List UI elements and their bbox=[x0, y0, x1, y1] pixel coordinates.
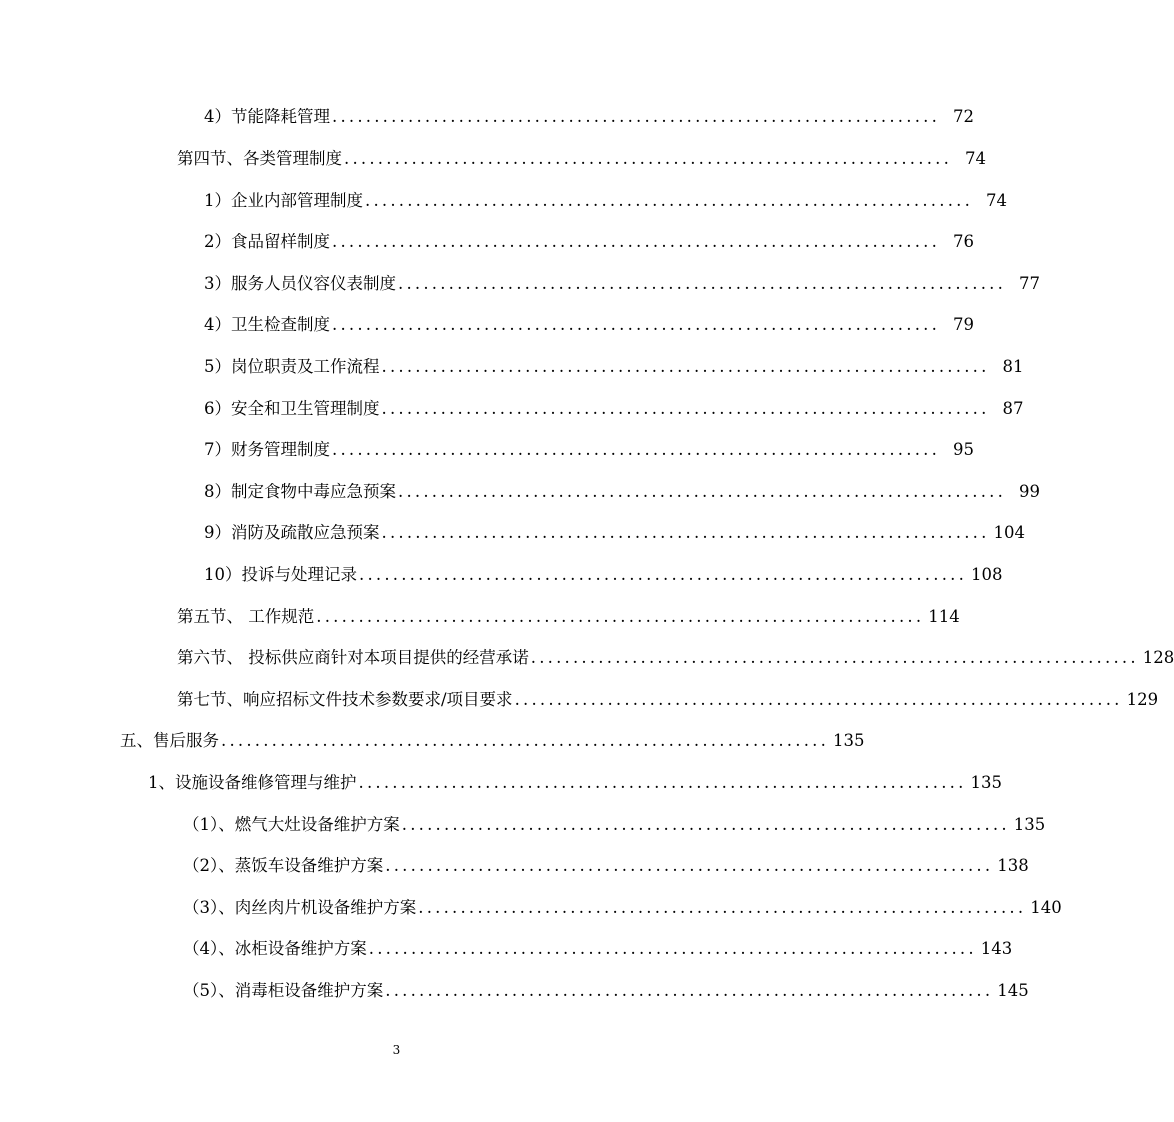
toc-entry-page: 81 bbox=[1002, 357, 1024, 376]
toc-entry bbox=[204, 438, 975, 462]
toc-entry-title: 1、设施设备维修管理与维护 bbox=[148, 773, 357, 792]
toc-entry-title: 第七节、响应招标文件技术参数要求/项目要求 bbox=[177, 690, 513, 709]
toc-entry-title: 5）岗位职责及工作流程 bbox=[204, 357, 380, 376]
toc-entry bbox=[148, 771, 1003, 795]
toc-entry-page: 77 bbox=[1019, 274, 1041, 293]
toc-entry-page: 74 bbox=[965, 149, 987, 168]
toc-entry bbox=[204, 313, 975, 337]
toc-entry-title: 4）卫生检查制度 bbox=[204, 315, 330, 334]
toc-leader-dots: ........................................................................ bbox=[385, 981, 994, 1000]
toc-entry-page: 128 bbox=[1142, 648, 1174, 667]
toc-entry-page: 135 bbox=[833, 731, 865, 750]
toc-entry-title: 9）消防及疏散应急预案 bbox=[204, 523, 380, 542]
toc-entry bbox=[183, 937, 1013, 961]
toc-leader-dots: ........................................................................ bbox=[398, 482, 1007, 501]
toc-entry-page: 87 bbox=[1002, 399, 1024, 418]
toc-entry-title: （4）、冰柜设备维护方案 bbox=[183, 939, 367, 958]
toc-leader-dots: ........................................................................ bbox=[316, 607, 925, 626]
toc-entry-page: 104 bbox=[993, 523, 1026, 542]
toc-entry bbox=[177, 605, 960, 629]
toc-entry-page: 135 bbox=[970, 773, 1003, 792]
toc-entry-page: 145 bbox=[997, 981, 1029, 1000]
toc-entry bbox=[177, 646, 1174, 670]
toc-leader-dots: ........................................................................ bbox=[332, 315, 941, 334]
toc-entry bbox=[204, 189, 1008, 213]
toc-entry-page: 135 bbox=[1013, 815, 1046, 834]
toc-entry bbox=[204, 521, 1026, 545]
toc-entry-title: （2）、蒸饭车设备维护方案 bbox=[183, 856, 384, 875]
toc-leader-dots: ........................................................................ bbox=[344, 149, 953, 168]
toc-entry-page: 99 bbox=[1019, 482, 1041, 501]
toc-leader-dots: ........................................................................ bbox=[381, 523, 990, 542]
toc-entry bbox=[183, 896, 1062, 920]
toc-leader-dots: ........................................................................ bbox=[365, 191, 974, 210]
toc-entry bbox=[204, 105, 975, 129]
toc-leader-dots: ........................................................................ bbox=[385, 856, 994, 875]
toc-entry bbox=[204, 272, 1041, 296]
toc-entry-page: 74 bbox=[986, 191, 1008, 210]
toc-entry-title: 2）食品留样制度 bbox=[204, 232, 330, 251]
toc-leader-dots: ........................................................................ bbox=[358, 773, 967, 792]
page-number: 3 bbox=[392, 1043, 401, 1057]
toc-entry bbox=[183, 813, 1046, 837]
toc-entry bbox=[177, 688, 1159, 712]
toc-entry-page: 143 bbox=[980, 939, 1013, 958]
toc-leader-dots: ........................................................................ bbox=[530, 648, 1139, 667]
toc-entry-page: 95 bbox=[953, 440, 975, 459]
toc-leader-dots: ........................................................................ bbox=[514, 690, 1123, 709]
toc-leader-dots: ........................................................................ bbox=[368, 939, 977, 958]
toc-entry-title: 3）服务人员仪容仪表制度 bbox=[204, 274, 396, 293]
toc-entry-title: 第四节、各类管理制度 bbox=[177, 149, 342, 168]
toc-leader-dots: ........................................................................ bbox=[359, 565, 968, 584]
toc-entry bbox=[204, 563, 1003, 587]
toc-leader-dots: ........................................................................ bbox=[381, 357, 990, 376]
toc-entry-title: 第五节、 工作规范 bbox=[177, 607, 315, 626]
toc-entry-page: 114 bbox=[928, 607, 960, 626]
toc-entry-page: 140 bbox=[1030, 898, 1062, 917]
toc-leader-dots: ........................................................................ bbox=[221, 731, 830, 750]
toc-leader-dots: ........................................................................ bbox=[381, 399, 990, 418]
toc-entry-page: 76 bbox=[953, 232, 975, 251]
toc-entry-title: （3）、肉丝肉片机设备维护方案 bbox=[183, 898, 417, 917]
toc-entry-title: 第六节、 投标供应商针对本项目提供的经营承诺 bbox=[177, 648, 529, 667]
toc-entry-title: 7）财务管理制度 bbox=[204, 440, 330, 459]
toc-entry-title: （5）、消毒柜设备维护方案 bbox=[183, 981, 384, 1000]
toc-entry bbox=[183, 979, 1029, 1003]
toc-entry-title: 10）投诉与处理记录 bbox=[204, 565, 357, 584]
toc-entry bbox=[204, 355, 1024, 379]
toc-entry bbox=[204, 480, 1041, 504]
toc-entry-page: 138 bbox=[997, 856, 1029, 875]
toc-entry bbox=[183, 854, 1029, 878]
toc-entry-page: 129 bbox=[1126, 690, 1159, 709]
toc-leader-dots: ........................................................................ bbox=[332, 440, 941, 459]
toc-entry-title: （1）、燃气大灶设备维护方案 bbox=[183, 815, 400, 834]
toc-leader-dots: ........................................................................ bbox=[401, 815, 1010, 834]
toc-entry-title: 8）制定食物中毒应急预案 bbox=[204, 482, 396, 501]
toc-entry bbox=[177, 147, 987, 171]
toc-entry-page: 72 bbox=[953, 107, 975, 126]
toc-entry bbox=[204, 397, 1024, 421]
toc-entry-page: 108 bbox=[971, 565, 1003, 584]
toc-entry-title: 1）企业内部管理制度 bbox=[204, 191, 363, 210]
toc-leader-dots: ........................................................................ bbox=[418, 898, 1027, 917]
toc-leader-dots: ........................................................................ bbox=[398, 274, 1007, 293]
toc-entry-title: 4）节能降耗管理 bbox=[204, 107, 330, 126]
toc-entry bbox=[204, 230, 975, 254]
toc-leader-dots: ........................................................................ bbox=[332, 107, 941, 126]
toc-entry-title: 6）安全和卫生管理制度 bbox=[204, 399, 380, 418]
toc-entry-page: 79 bbox=[953, 315, 975, 334]
toc-entry-title: 五、售后服务 bbox=[120, 731, 219, 750]
toc-leader-dots: ........................................................................ bbox=[332, 232, 941, 251]
toc-entry bbox=[120, 729, 865, 753]
